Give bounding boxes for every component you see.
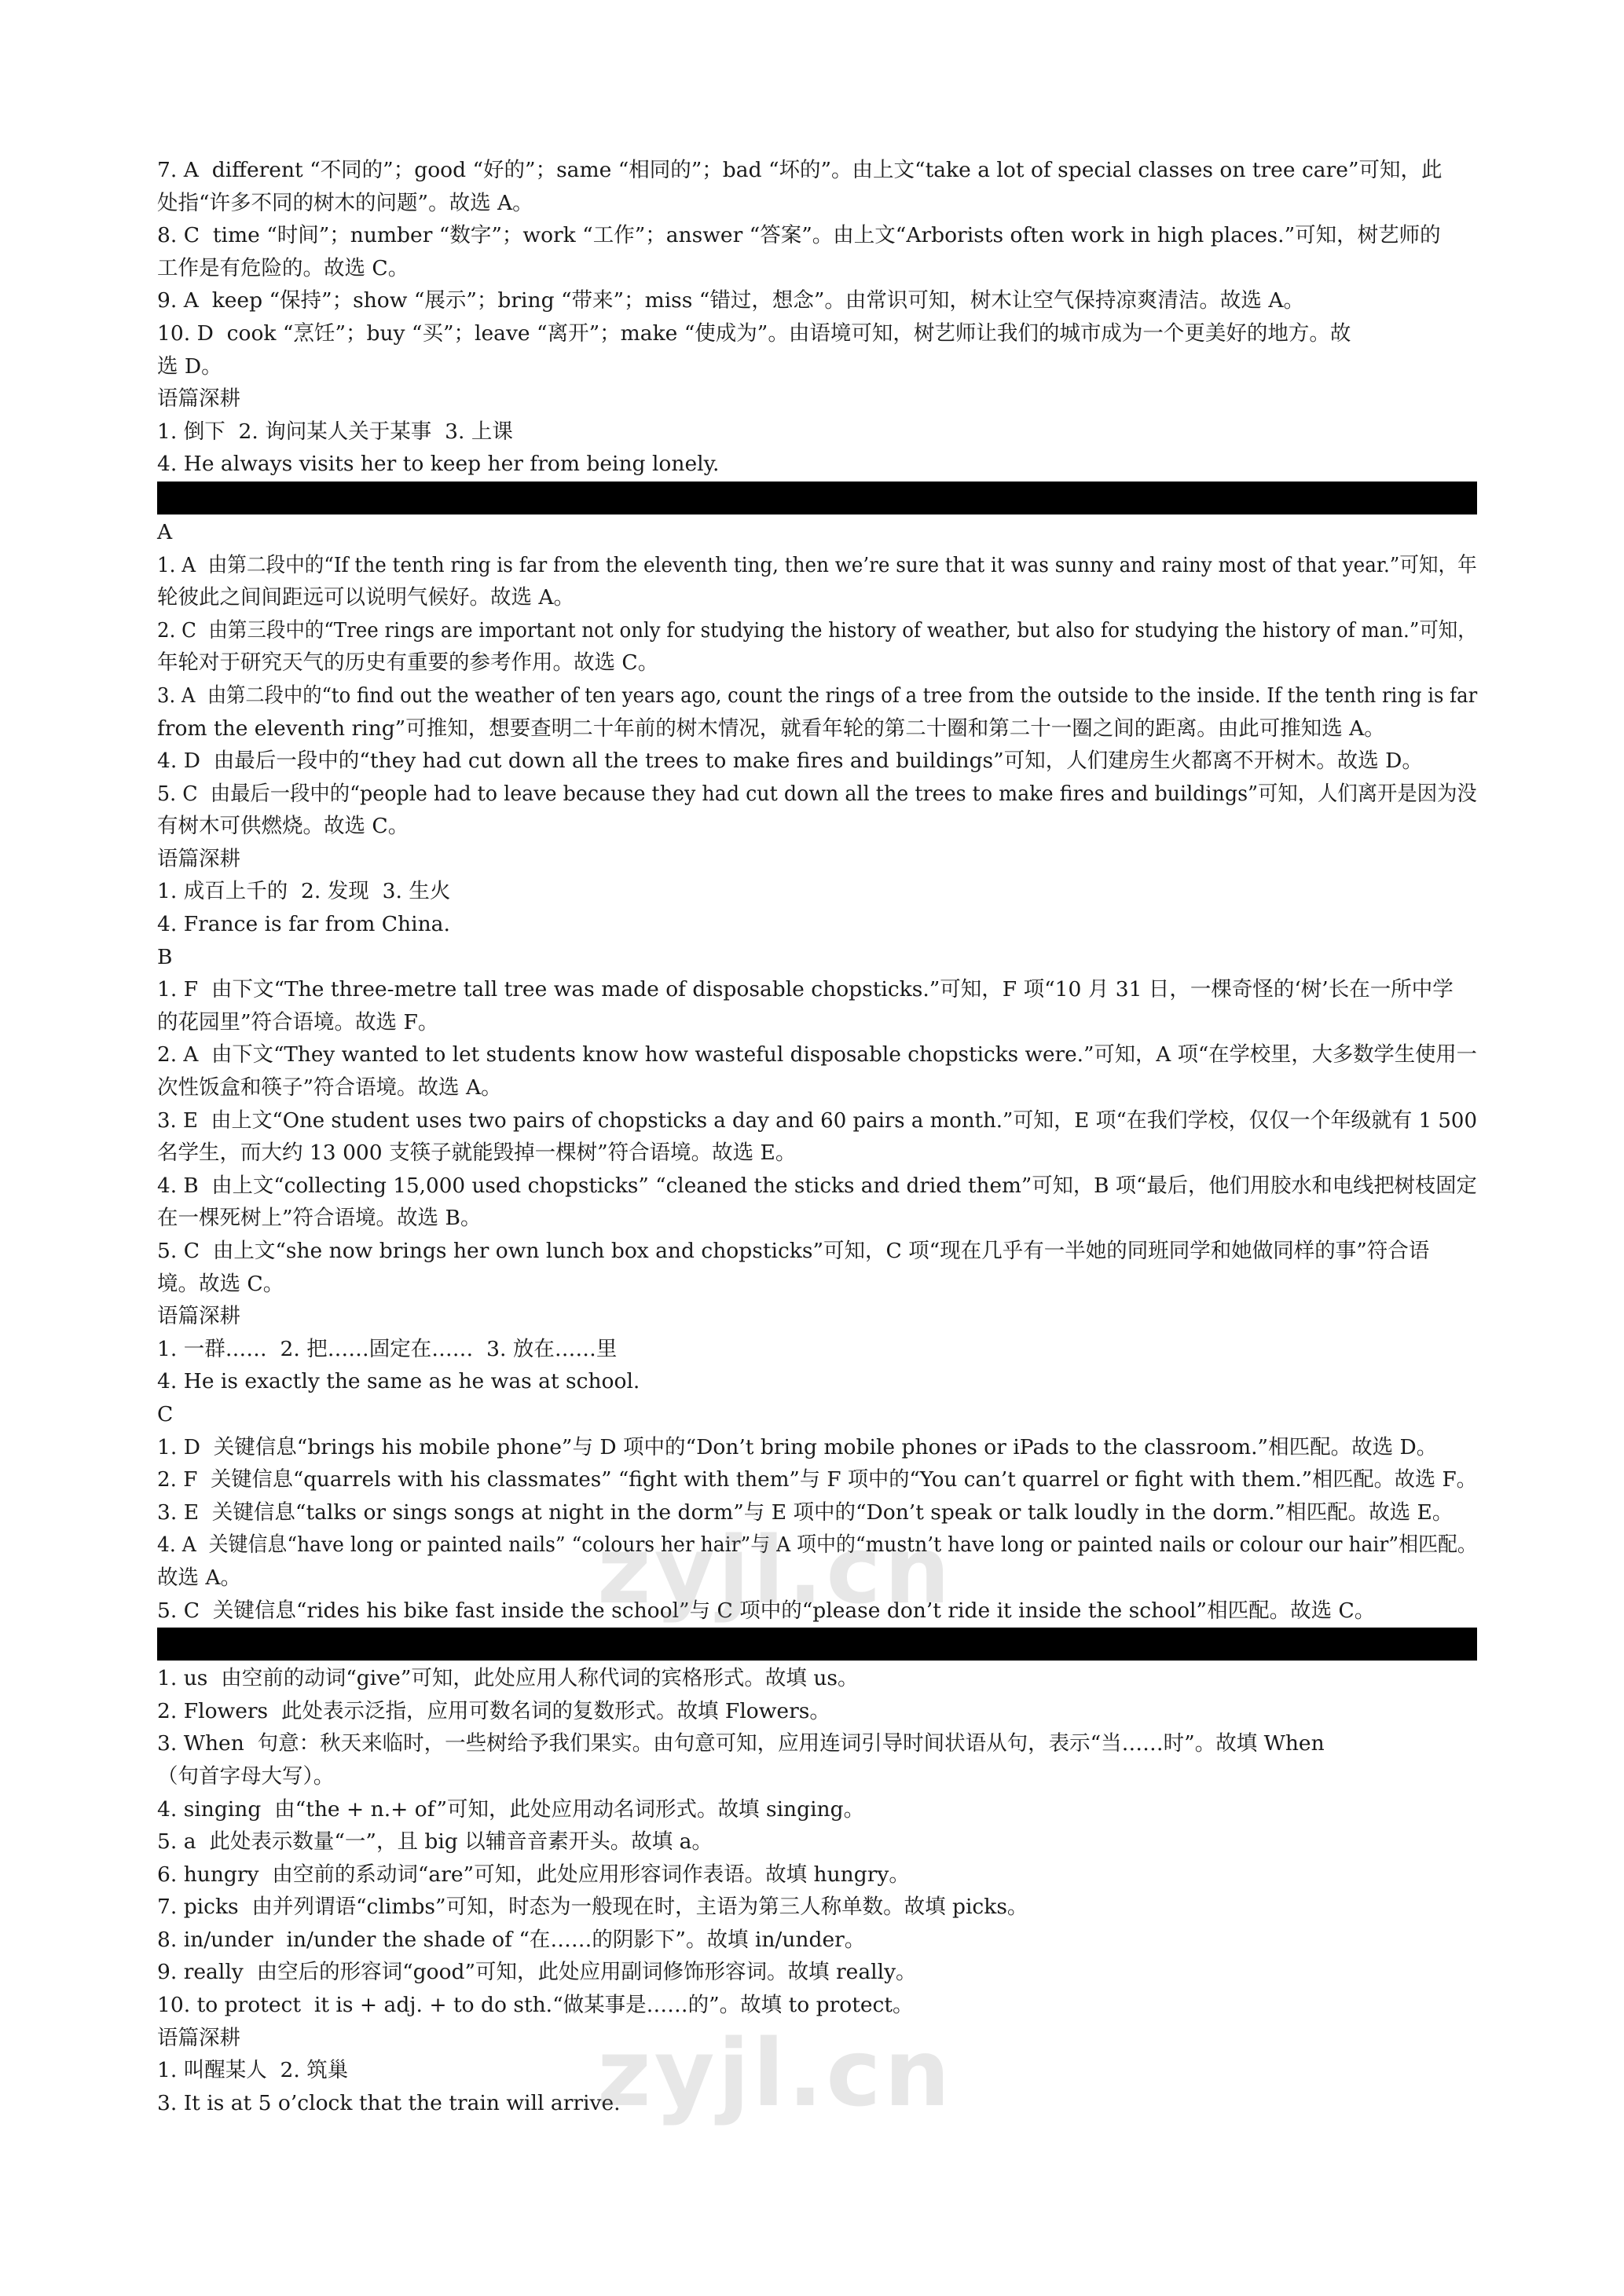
text-line: 1. 叫醒某人 2. 筑巢 — [157, 2058, 349, 2083]
text-line: 1. F 由下文“The three-metre tall tree was made of disposable chopsticks.”可知，F 项“10 月 31 日，一棵奇怪的‘树’长在一所中学 — [157, 977, 1454, 1002]
section-divider-bar — [157, 1628, 1477, 1661]
text-line: 5. C 关键信息“rides his bike fast inside the school”与 C 项中的“please don’t ride it inside the school”相匹配。故选 C。 — [157, 1598, 1376, 1623]
watermark: zyjl.cn — [597, 1516, 954, 1624]
text-line: 在一棵死树上”符合语境。故选 B。 — [157, 1206, 482, 1231]
text-line: 1. D 关键信息“brings his mobile phone”与 D 项中的“Don’t bring mobile phones or iPads to the classroom.”相匹配。故选 D。 — [157, 1434, 1438, 1459]
part-label: A — [157, 519, 173, 544]
section-heading: 语篇深耕 — [157, 846, 240, 871]
text-line: 有树木可供燃烧。故选 C。 — [157, 814, 409, 839]
part-label: B — [157, 944, 173, 969]
text-line: 10. to protect it is + adj. + to do sth.“做某事是……的”。故填 to protect。 — [157, 1993, 914, 2018]
text-line: 2. A 由下文“They wanted to let students know how wasteful disposable chopsticks were.”可知，A 项“在学校里，大多数学生使用一 — [157, 1042, 1477, 1067]
text-line: 7. A different “不同的”；good “好的”；same “相同的”；bad “坏的”。由上文“take a lot of special classes on tree care”可知，此 — [157, 158, 1443, 182]
text-line: 4. singing 由“the + n.+ of”可知，此处应用动名词形式。故填 singing。 — [157, 1796, 865, 1822]
text-line: 3. A 由第二段中的“to find out the weather of ten years ago, count the rings of a tree from the outside to the inside. If the tenth ring is far — [157, 683, 1478, 708]
text-line: 的花园里”符合语境。故选 F。 — [157, 1009, 439, 1034]
section-heading: 语篇深耕 — [157, 1304, 240, 1329]
part-label: C — [157, 1401, 174, 1426]
text-line: 6. hungry 由空前的系动词“are”可知，此处应用形容词作表语。故填 hungry。 — [157, 1862, 910, 1887]
text-line: 处指“许多不同的树木的问题”。故选 A。 — [157, 190, 533, 215]
text-line: 10. D cook “烹饪”；buy “买”；leave “离开”；make “使成为”。由语境可知，树艺师让我们的城市成为一个更美好的地方。故 — [157, 320, 1351, 346]
text-line: from the eleventh ring”可推知，想要查明二十年前的树木情况，就看年轮的第二十圈和第二十一圈之间的距离。由此可推知选 A。 — [157, 716, 1385, 741]
section-divider-bar — [157, 482, 1477, 514]
text-line: 5. C 由最后一段中的“people had to leave because they had cut down all the trees to make fires and buildings”可知，人们离开是因为没 — [157, 781, 1477, 806]
text-line: 2. Flowers 此处表示泛指，应用可数名词的复数形式。故填 Flowers。 — [157, 1698, 830, 1723]
text-line: 轮彼此之间间距远可以说明气候好。故选 A。 — [157, 585, 575, 610]
text-line: 5. C 由上文“she now brings her own lunch box and chopsticks”可知，C 项“现在几乎有一半她的同班同学和她做同样的事”符合语 — [157, 1239, 1430, 1263]
text-line: 4. A 关键信息“have long or painted nails” “colours her hair”与 A 项中的“mustn’t have long or painted nails or colour our hair”相匹配。 — [157, 1532, 1477, 1558]
text-line: 2. C 由第三段中的“Tree rings are important not only for studying the history of weather, but also for studying the history of man.”可知， — [157, 617, 1477, 643]
text-line: 1. A 由第二段中的“If the tenth ring is far from the eleventh ting, then we’re sure that it was sunny and rainy most of that year.”可知，年 — [157, 552, 1477, 577]
text-line: 1. 倒下 2. 询问某人关于某事 3. 上课 — [157, 419, 513, 444]
text-line: 境。故选 C。 — [157, 1271, 284, 1296]
text-line: 4. D 由最后一段中的“they had cut down all the trees to make fires and buildings”可知，人们建房生火都离不开树木。故选 D。 — [157, 749, 1423, 774]
text-line: 选 D。 — [157, 353, 222, 379]
text-line: 故选 A。 — [157, 1565, 242, 1590]
text-line: 3. E 关键信息“talks or sings songs at night in the dorm”与 E 项中的“Don’t speak or talk loudly in the dorm.”相匹配。故选 E。 — [157, 1500, 1454, 1525]
text-line: 3. It is at 5 o’clock that the train will arrive. — [157, 2090, 621, 2115]
text-line: 名学生，而大约 13 000 支筷子就能毁掉一棵树”符合语境。故选 E。 — [157, 1141, 797, 1166]
text-line: 5. a 此处表示数量“一”，且 big 以辅音音素开头。故填 a。 — [157, 1829, 713, 1855]
text-line: 4. He always visits her to keep her from being lonely. — [157, 452, 720, 477]
answer-key-page — [157, 154, 1477, 2119]
section-heading: 语篇深耕 — [157, 386, 240, 412]
text-line: 9. A keep “保持”；show “展示”；bring “带来”；miss “错过，想念”。由常识可知，树木让空气保持凉爽清洁。故选 A。 — [157, 288, 1304, 313]
text-line: 4. He is exactly the same as he was at school. — [157, 1369, 640, 1394]
text-line: 年轮对于研究天气的历史有重要的参考作用。故选 C。 — [157, 650, 659, 676]
text-line: 工作是有危险的。故选 C。 — [157, 255, 409, 280]
text-line: （句首字母大写）。 — [157, 1763, 335, 1789]
text-line: 4. B 由上文“collecting 15,000 used chopsticks” “cleaned the sticks and dried them”可知，B 项“最后，他们用胶水和电线把树枝固定 — [157, 1173, 1477, 1198]
watermark: zyjl.cn — [597, 2019, 954, 2127]
text-line: 次性饭盒和筷子”符合语境。故选 A。 — [157, 1075, 502, 1100]
text-line: 2. F 关键信息“quarrels with his classmates” “fight with them”与 F 项中的“You can’t quarrel or fight with them.”相匹配。故选 F。 — [157, 1467, 1477, 1492]
text-line: 1. us 由空前的动词“give”可知，此处应用人称代词的宾格形式。故填 us。 — [157, 1666, 859, 1691]
text-line: 7. picks 由并列谓语“climbs”可知，时态为一般现在时，主语为第三人称单数。故填 picks。 — [157, 1895, 1028, 1920]
text-line: 4. France is far from China. — [157, 912, 450, 937]
text-line: 1. 一群…… 2. 把……固定在…… 3. 放在……里 — [157, 1336, 618, 1361]
text-line: 9. really 由空后的形容词“good”可知，此处应用副词修饰形容词。故填 really。 — [157, 1960, 917, 1985]
text-line: 3. When 句意：秋天来临时，一些树给予我们果实。由句意可知，应用连词引导时间状语从句，表示“当……时”。故填 When — [157, 1731, 1325, 1756]
section-heading: 语篇深耕 — [157, 2025, 240, 2050]
text-line: 8. C time “时间”；number “数字”；work “工作”；answer “答案”。由上文“Arborists often work in high places.”可知，树艺师的 — [157, 223, 1441, 248]
text-line: 1. 成百上千的 2. 发现 3. 生火 — [157, 879, 451, 904]
text-line: 3. E 由上文“One student uses two pairs of chopsticks a day and 60 pairs a month.”可知，E 项“在我们学校，仅仅一个年级就有 1 500 — [157, 1108, 1477, 1133]
text-line: 8. in/under in/under the shade of “在……的阴影下”。故填 in/under。 — [157, 1927, 866, 1952]
